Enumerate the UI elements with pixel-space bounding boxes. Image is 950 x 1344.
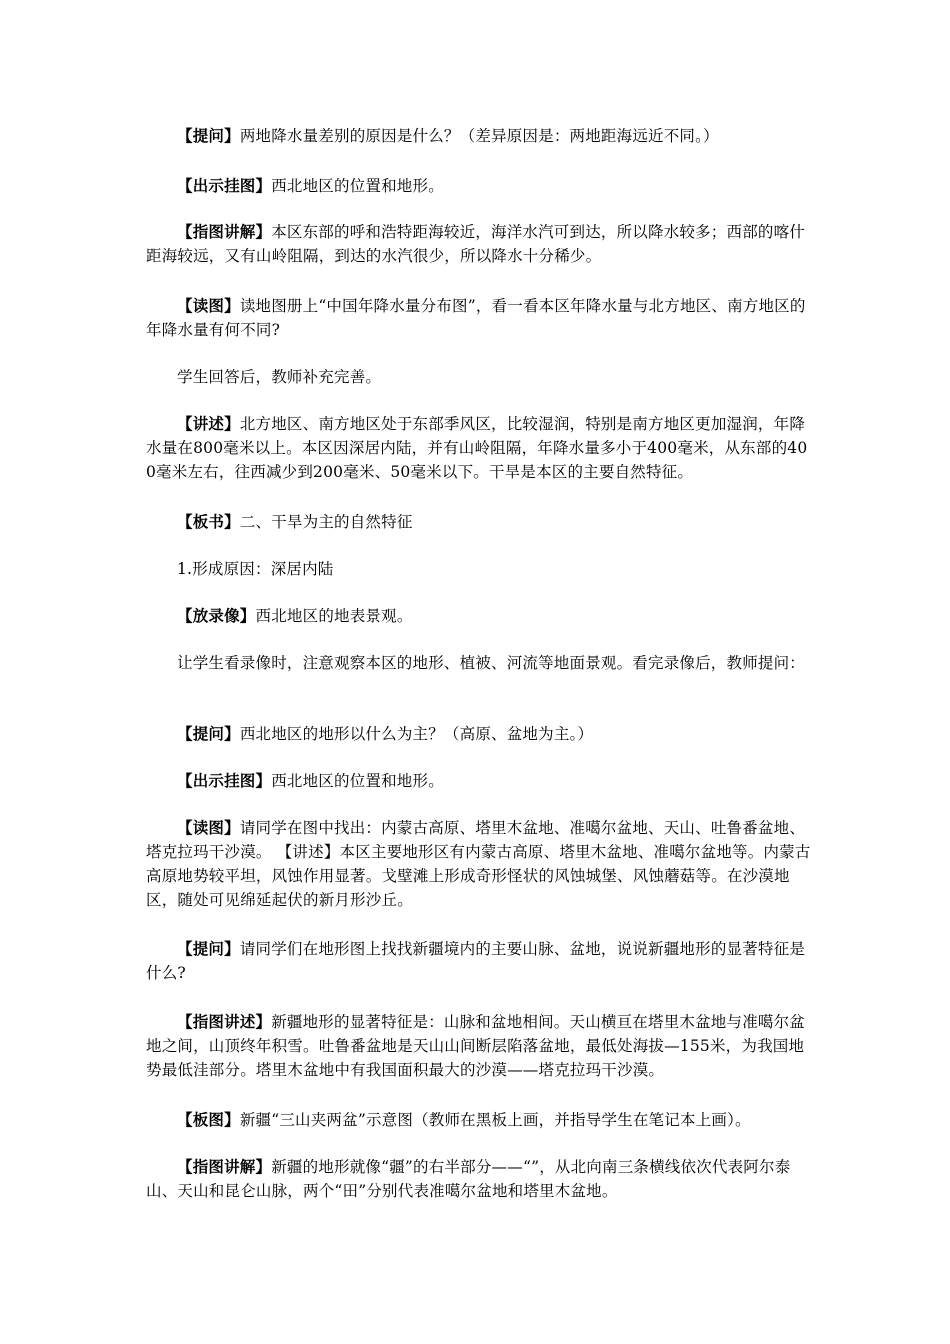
paragraph-tag: 【板图】	[177, 1110, 240, 1129]
paragraph-text: 读地图册上“中国年降水量分布图”，看一看本区年降水量与北方地区、南方地区的年降水量有何不同?	[146, 297, 806, 339]
paragraph-tag: 【指图讲解】	[177, 222, 272, 241]
paragraph-text: 请同学们在地形图上找找新疆境内的主要山脉、盆地，说说新疆地形的显著特征是什么?	[146, 940, 806, 982]
paragraph-tag: 【提问】	[177, 724, 240, 743]
paragraph-text: 新疆地形的显著特征是：山脉和盆地相间。天山横亘在塔里木盆地与准噶尔盆地之间，山顶终年积雪。吐鲁番盆地是天山山间断层陷落盆地，最低处海拔—155米，为我国地势最低洼部分。塔里木盆地中有我国面积最大的沙漠——塔克拉玛干沙漠。	[146, 1013, 806, 1079]
paragraph-14	[146, 937, 816, 985]
paragraph-tag: 【指图讲述】	[177, 1012, 272, 1031]
paragraph-2	[146, 174, 816, 198]
paragraph-tag: 【指图讲解】	[177, 1157, 272, 1176]
paragraph-8	[146, 557, 816, 581]
paragraph-15	[146, 1010, 816, 1082]
paragraph-text: 两地降水量差别的原因是什么？（差异原因是：两地距海远近不同。）	[239, 127, 719, 145]
paragraph-text: 学生回答后，教师补充完善。	[177, 368, 382, 386]
paragraph-tag: 【提问】	[177, 126, 240, 145]
paragraph-tag: 【放录像】	[177, 606, 256, 625]
paragraph-12	[146, 769, 816, 793]
paragraph-tag: 【提问】	[177, 939, 240, 958]
paragraph-17	[146, 1155, 816, 1203]
paragraph-10	[146, 651, 816, 675]
paragraph-tag: 【讲述】	[177, 414, 240, 433]
paragraph-text: 二、干旱为主的自然特征	[239, 513, 413, 531]
paragraph-6	[146, 412, 816, 484]
paragraph-1	[146, 124, 816, 148]
paragraph-text: 西北地区的地表景观。	[255, 607, 413, 625]
paragraph-text: 北方地区、南方地区处于东部季风区，比较湿润，特别是南方地区更加湿润，年降水量在800毫米以上。本区因深居内陆，并有山岭阻隔，年降水量多小于400毫米，从东部的400毫米左右，往西减少到200毫米、50毫米以下。干旱是本区的主要自然特征。	[146, 415, 808, 481]
paragraph-text: 本区东部的呼和浩特距海较近，海洋水汽可到达，所以降水较多；西部的喀什距海较远，又有山岭阻隔，到达的水汽很少，所以降水十分稀少。	[146, 223, 806, 265]
paragraph-3	[146, 220, 816, 268]
paragraph-text: 西北地区的位置和地形。	[271, 177, 444, 195]
paragraph-tag: 【出示挂图】	[177, 771, 272, 790]
paragraph-text: 新疆“三山夹两盆”示意图（教师在黑板上画，并指导学生在笔记本上画）。	[239, 1111, 751, 1129]
paragraph-tag: 【板书】	[177, 512, 240, 531]
paragraph-text: 西北地区的地形以什么为主？（高原、盆地为主。）	[239, 725, 594, 743]
paragraph-9	[146, 604, 816, 628]
paragraph-11	[146, 722, 816, 746]
paragraph-7	[146, 510, 816, 534]
paragraph-tag: 【读图】	[177, 296, 240, 315]
paragraph-tag: 【读图】	[177, 818, 240, 837]
paragraph-text: 新疆的地形就像“疆”的右半部分——“”，从北向南三条横线依次代表阿尔泰山、天山和昆仑山脉，两个“田”分别代表准噶尔盆地和塔里木盆地。	[146, 1158, 791, 1200]
paragraph-13	[146, 816, 816, 912]
paragraph-4	[146, 294, 816, 342]
paragraph-tag: 【出示挂图】	[177, 176, 272, 195]
paragraph-text: 让学生看录像时，注意观察本区的地形、植被、河流等地面景观。看完录像后，教师提问：	[177, 654, 806, 672]
paragraph-16	[146, 1108, 816, 1132]
paragraph-text: 1.形成原因：深居内陆	[177, 560, 334, 578]
paragraph-text: 请同学在图中找出：内蒙古高原、塔里木盆地、准噶尔盆地、天山、吐鲁番盆地、塔克拉玛干沙漠。 【讲述】本区主要地形区有内蒙古高原、塔里木盆地、准噶尔盆地等。内蒙古高原地势较平坦，风蚀作用显著。戈壁滩上形成奇形怪状的风蚀城堡、风蚀蘑菇等。在沙漠地区，随处可见绵延起伏的新月形沙丘。	[146, 819, 811, 909]
paragraph-text: 西北地区的位置和地形。	[271, 772, 444, 790]
paragraph-5	[146, 365, 816, 389]
